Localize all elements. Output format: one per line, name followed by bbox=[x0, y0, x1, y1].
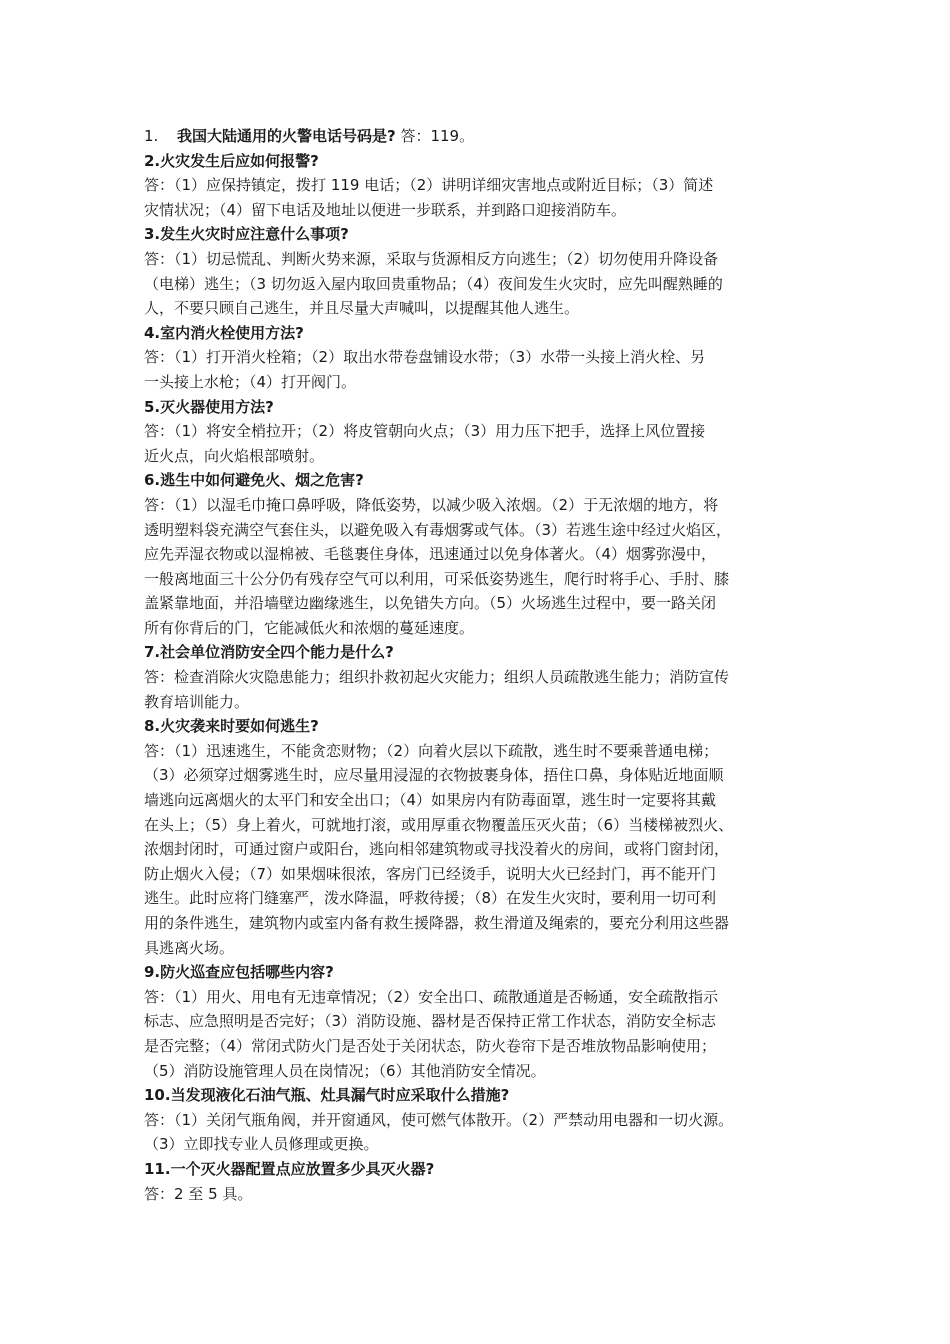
answer-line: 答：（1）将安全梢拉开；（2）将皮管朝向火点；（3）用力压下把手，选择上风位置接 bbox=[144, 422, 706, 441]
answer-line: 应先弄湿衣物或以湿棉被、毛毯裹住身体，迅速通过以免身体著火。（4）烟雾弥漫中， bbox=[144, 545, 717, 564]
answer-line: 在头上；（5）身上着火，可就地打滚，或用厚重衣物覆盖压灭火苗；（6）当楼梯被烈火、 bbox=[144, 815, 734, 834]
answer-line: 标志、应急照明是否完好；（3）消防设施、器材是否保持正常工作状态，消防安全标志 bbox=[144, 1012, 717, 1031]
answer-line: 答：检查消除火灾隐患能力；组织扑救初起火灾能力；组织人员疏散逃生能力；消防宣传 bbox=[144, 668, 730, 687]
question-heading bbox=[144, 321, 814, 346]
question-text: 6.逃生中如何避免火、烟之危害? bbox=[144, 471, 364, 490]
answer-line: 灾情状况；（4）留下电话及地址以便进一步联系，并到路口迎接消防车。 bbox=[144, 200, 627, 219]
question-text: 7.社会单位消防安全四个能力是什么? bbox=[144, 643, 394, 662]
question-text: 我国大陆通用的火警电话号码是? bbox=[177, 127, 396, 145]
answer-paragraph bbox=[144, 345, 814, 394]
answer-paragraph bbox=[144, 739, 814, 960]
answer-paragraph bbox=[144, 493, 814, 641]
answer-line: 答：（1）打开消火栓箱；（2）取出水带卷盘铺设水带；（3）水带一头接上消火栓、另 bbox=[144, 348, 706, 367]
answer-line: 是否完整；（4）常闭式防火门是否处于关闭状态，防火卷帘下是否堆放物品影响使用； bbox=[144, 1036, 717, 1055]
question-text: 3.发生火灾时应注意什么事项? bbox=[144, 225, 349, 244]
answer-paragraph bbox=[144, 419, 814, 468]
question-heading bbox=[144, 1083, 814, 1108]
answer-line: 答：（1）应保持镇定，拨打 119 电话；（2）讲明详细灾害地点或附近目标；（3）简述 bbox=[144, 176, 714, 195]
answer-line: 人，不要只顾自己逃生，并且尽量大声喊叫，以提醒其他人逃生。 bbox=[144, 299, 580, 318]
answer-line: （电梯）逃生；（3 切勿返入屋内取回贵重物品；（4）夜间发生火灾时，应先叫醒熟睡的 bbox=[144, 274, 723, 293]
question-heading bbox=[144, 124, 814, 149]
answer-paragraph bbox=[144, 173, 814, 222]
document-body bbox=[144, 124, 814, 1206]
answer-line: （3）必须穿过烟雾逃生时，应尽量用浸湿的衣物披裹身体，捂住口鼻，身体贴近地面顺 bbox=[144, 766, 724, 785]
question-heading bbox=[144, 640, 814, 665]
answer-line: 墙逃向远离烟火的太平门和安全出口；（4）如果房内有防毒面罩，逃生时一定要将其戴 bbox=[144, 791, 717, 810]
answer-line: 答：2 至 5 具。 bbox=[144, 1184, 253, 1203]
answer-line: 一头接上水枪；（4）打开阀门。 bbox=[144, 372, 357, 391]
answer-line: 用的条件逃生，建筑物内或室内备有救生援降器，救生滑道及绳索的，要充分利用这些器 bbox=[144, 914, 730, 932]
question-text: 9.防火巡查应包括哪些内容? bbox=[144, 963, 334, 982]
question-text: 5.灭火器使用方法? bbox=[144, 397, 274, 416]
answer-line: 盖紧靠地面，并沿墙壁边幽缘逃生，以免错失方向。（5）火场逃生过程中，要一路关闭 bbox=[144, 594, 717, 613]
answer-line: 答：（1）关闭气瓶角阀，并开窗通风，使可燃气体散开。（2）严禁动用电器和一切火源。 bbox=[144, 1110, 734, 1129]
answer-line: （3）立即找专业人员修理或更换。 bbox=[144, 1135, 379, 1154]
answer-line: 答：（1）迅速逃生，不能贪恋财物；（2）向着火层以下疏散，逃生时不要乘普通电梯； bbox=[144, 741, 719, 760]
answer-line: 逃生。此时应将门缝塞严，泼水降温，呼救待援；（8）在发生火灾时，要利用一切可利 bbox=[144, 889, 717, 908]
question-heading bbox=[144, 149, 814, 174]
answer-line: 一般离地面三十公分仍有残存空气可以利用，可采低姿势逃生，爬行时将手心、手肘、膝 bbox=[144, 569, 730, 588]
question-number: 1. bbox=[144, 127, 159, 145]
answer-paragraph bbox=[144, 1182, 814, 1207]
question-text: 2.火灾发生后应如何报警? bbox=[144, 151, 319, 170]
answer-paragraph bbox=[144, 665, 814, 714]
answer-paragraph bbox=[144, 1108, 814, 1157]
answer-line: 教育培训能力。 bbox=[144, 692, 250, 711]
question-text: 10.当发现液化石油气瓶、灶具漏气时应采取什么措施? bbox=[144, 1086, 510, 1105]
answer-line: 近火点，向火焰根部喷射。 bbox=[144, 446, 325, 465]
question-heading bbox=[144, 1157, 814, 1182]
question-heading bbox=[144, 222, 814, 247]
answer-paragraph bbox=[144, 985, 814, 1083]
answer-line: 具逃离火场。 bbox=[144, 938, 235, 957]
answer-line: 透明塑料袋充满空气套住头，以避免吸入有毒烟雾或气体。（3）若逃生途中经过火焰区， bbox=[144, 520, 732, 539]
answer-line: 答：（1）切忌慌乱、判断火势来源，采取与货源相反方向逃生；（2）切勿使用升降设备 bbox=[144, 249, 719, 268]
answer-paragraph bbox=[144, 247, 814, 321]
answer-line: 答：（1）用火、用电有无违章情况；（2）安全出口、疏散通道是否畅通，安全疏散指示 bbox=[144, 987, 719, 1006]
inline-answer: 答：119。 bbox=[395, 127, 475, 145]
answer-line: 防止烟火入侵；（7）如果烟味很浓，客房门已经烫手，说明大火已经封门，再不能开门 bbox=[144, 864, 717, 883]
question-heading bbox=[144, 468, 814, 493]
question-text: 11.一个灭火器配置点应放置多少具灭火器? bbox=[144, 1159, 435, 1178]
answer-line: （5）消防设施管理人员在岗情况；（6）其他消防安全情况。 bbox=[144, 1061, 546, 1080]
question-heading bbox=[144, 395, 814, 420]
answer-line: 答：（1）以湿毛巾掩口鼻呼吸，降低姿势，以减少吸入浓烟。（2）于无浓烟的地方，将 bbox=[144, 495, 719, 514]
answer-line: 所有你背后的门，它能减低火和浓烟的蔓延速度。 bbox=[144, 618, 475, 637]
question-text: 4.室内消火栓使用方法? bbox=[144, 323, 304, 342]
question-heading bbox=[144, 960, 814, 985]
question-heading bbox=[144, 714, 814, 739]
answer-line: 浓烟封闭时，可通过窗户或阳台，逃向相邻建筑物或寻找没着火的房间，或将门窗封闭， bbox=[144, 840, 730, 859]
question-text: 8.火灾袭来时要如何逃生? bbox=[144, 717, 319, 736]
